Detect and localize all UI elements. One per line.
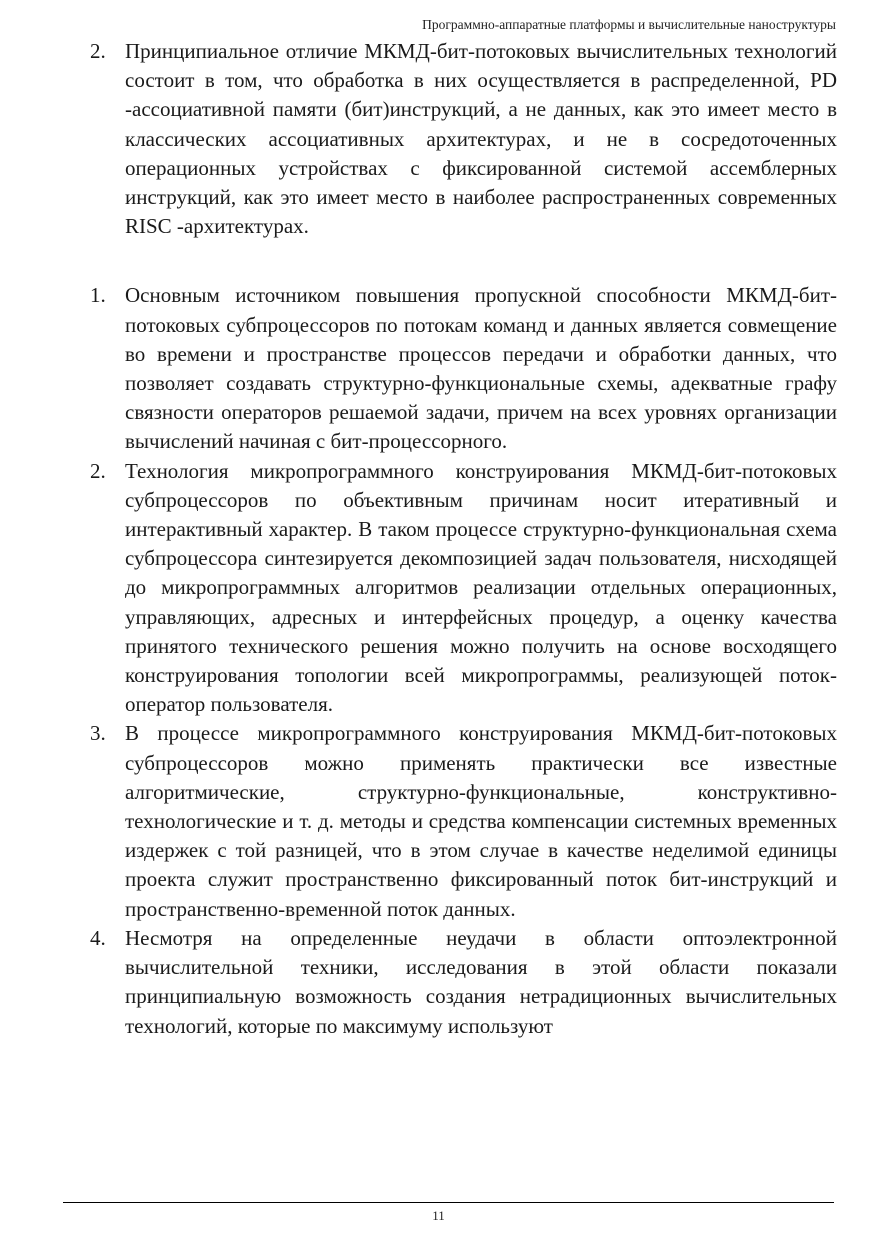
- page-number: 11: [432, 1208, 445, 1223]
- list-item-number: 4.: [90, 925, 106, 950]
- list-item-number: 2.: [90, 39, 106, 63]
- running-header: Программно-аппаратные платформы и вычислительные наноструктуры: [422, 17, 836, 32]
- list-item: [90, 719, 837, 923]
- list-item: [90, 457, 837, 720]
- list-item: [90, 281, 837, 456]
- list-item: [90, 924, 837, 1041]
- page-body: [90, 37, 837, 1041]
- list-item-text: В процессе микропрограммного конструирования МКМД-бит-потоковых субпроцессоров можно применять практически все известные алгоритмические, структурно-функциональные, конструктивно-технологические и т. д. методы и средства компенсации системных временных издержек с той разницей, что в этом случае в качестве неделимой единицы проекта служит пространственно фиксированный поток бит-инструкций и пространственно-временной поток данных.: [125, 721, 837, 921]
- list-item-text: Основным источником повышения пропускной способности МКМД-бит-потоковых субпроцессоров по потокам команд и данных является совмещение во времени и пространстве процессов передачи и обработки данных, что позволяет создавать структурно-функциональные схемы, адекватные графу связности операторов решаемой задачи, причем на всех уровнях организации вычислений начиная с бит-процессорного.: [125, 283, 837, 454]
- list-item-text: Несмотря на определенные неудачи в области оптоэлектронной вычислительной техники, исследования в этой области показали принципиальную возможность создания нетрадиционных вычислительных технологий, которые по максимуму используют: [125, 925, 837, 1038]
- numbered-list-conclusions: [90, 281, 837, 1040]
- footer-divider: [63, 1202, 834, 1203]
- list-spacer: [90, 241, 837, 281]
- list-item-text: Технология микропрограммного конструирования МКМД-бит-потоковых субпроцессоров по объективным причинам носит итеративный и интерактивный характер. В таком процессе структурно-функциональная схема субпроцессора синтезируется декомпозицией задач пользователя, нисходящей до микропрограммных алгоритмов реализации отдельных операционных, управляющих, адресных и интерфейсных процедур, а оценку качества принятого технического решения можно получить на основе восходящего конструирования топологии всей микропрограммы, реализующей поток-оператор пользователя.: [125, 458, 837, 717]
- numbered-list-continued: [90, 37, 837, 241]
- list-item-text: Принципиальное отличие МКМД-бит-потоковых вычислительных технологий состоит в том, что обработка в них осуществляется в распределенной, PD -ассоциативной памяти (бит)инструкций, а не данных, как это имеет место в классических ассоциативных архитектурах, и не в сосредоточенных операционных устройствах с фиксированной системой ассемблерных инструкций, как это имеет место в наиболее распространенных современных RISC -архитектурах.: [125, 39, 837, 239]
- list-item-number: 2.: [90, 458, 106, 483]
- list-item: [90, 37, 837, 241]
- list-item-number: 1.: [90, 283, 106, 308]
- list-item-number: 3.: [90, 721, 106, 746]
